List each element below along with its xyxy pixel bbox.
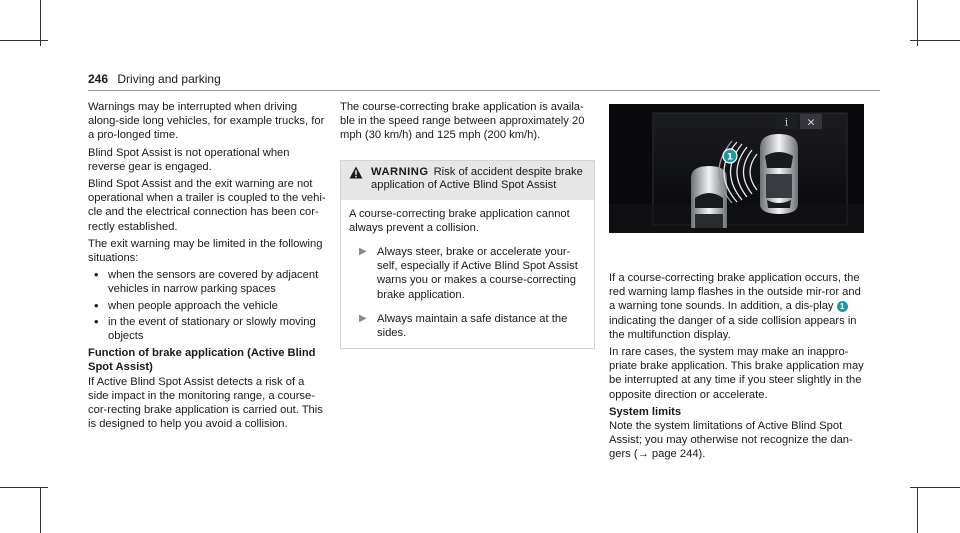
paragraph: The exit warning may be limited in the following situations: [88,237,323,265]
callout-number: 1 [726,152,734,163]
own-car-icon [760,134,798,214]
play-arrow-icon: ▶ [359,246,367,258]
crop-mark [0,487,48,488]
warning-body [341,200,594,349]
warning-header [341,161,594,200]
step-text: Always maintain a safe distance at the sides. [377,312,568,340]
crop-mark [0,40,48,41]
column-left [88,100,326,434]
column-right [609,271,867,465]
blind-spot-display-figure [609,104,864,233]
section-heading: System limits [609,405,682,418]
paragraph: Note the system limitations of Active Blind Spot Assist; you may otherwise not recognize the dan-gers (→ page 244). [609,420,853,461]
crop-mark [910,487,960,488]
paragraph: In rare cases, the system may make an inappro-priate brake application. This brake application may be interrupted at any time if you steer slightly in the opposite direction or accelerate. [609,346,864,401]
section-title: Driving and parking [117,72,221,86]
header-rule [88,90,880,91]
paragraph: A course-correcting brake application cannot always prevent a collision. [349,207,570,234]
crop-mark [910,40,960,41]
callout-marker: 1 [837,301,848,312]
page-header [88,72,221,86]
paragraph-text: indicating the danger of a side collision appears in the multifunction display. [609,314,857,341]
bullet-list [88,268,326,343]
instruction-step [349,312,586,340]
column-middle [340,100,595,349]
step-text: Always steer, brake or accelerate your-self, especially if Active Blind Spot Assist warns you or makes a course-correcting brake application. [377,246,578,301]
page-number: 246 [88,72,109,86]
paragraph [609,271,867,342]
play-arrow-icon: ▶ [359,312,367,324]
paragraph: Blind Spot Assist and the exit warning are not operational when a trailer is coupled to the vehi-cle and the electrical connection has been cor-rectly established. [88,178,326,233]
list-item: • when people approach the vehicle [88,299,326,313]
paragraph: Blind Spot Assist is not operational when reverse gear is engaged. [88,146,290,173]
warning-triangle-icon [349,166,363,179]
paragraph: Warnings may be interrupted when driving along-side long vehicles, for example trucks, for a pro-longed time. [88,101,325,142]
paragraph-text: If a course-correcting brake application occurs, the red warning lamp flashes in the outside mir-ror and a warning tone sounds. In addition, a dis-play [609,272,861,313]
crop-mark [40,487,41,533]
adjacent-car-icon [691,166,727,228]
multifunction-display-illustration [609,104,864,233]
warning-label: WARNING [371,165,429,178]
warning-box [340,160,595,350]
list-item: • when the sensors are covered by adjacent vehicles in narrow parking spaces [88,268,326,296]
paragraph: If Active Blind Spot Assist detects a risk of a side impact in the monitoring range, a course-cor-recting brake application is carried out. This is designed to help you avoid a collision. [88,375,323,431]
list-item: • in the event of stationary or slowly moving objects [88,315,326,343]
info-icon: i [784,117,789,129]
close-icon: × [806,115,816,129]
warning-title: Risk of accident despite brake application of Active Blind Spot Assist [371,165,583,192]
paragraph: The course-correcting brake application is availa-ble in the speed range between approximately 20 mph (30 km/h) and 125 mph (200 km/h). [340,101,585,142]
section-heading: Function of brake application (Active Blind Spot Assist) [88,347,316,374]
instruction-step [349,245,586,302]
crop-mark [917,487,918,533]
